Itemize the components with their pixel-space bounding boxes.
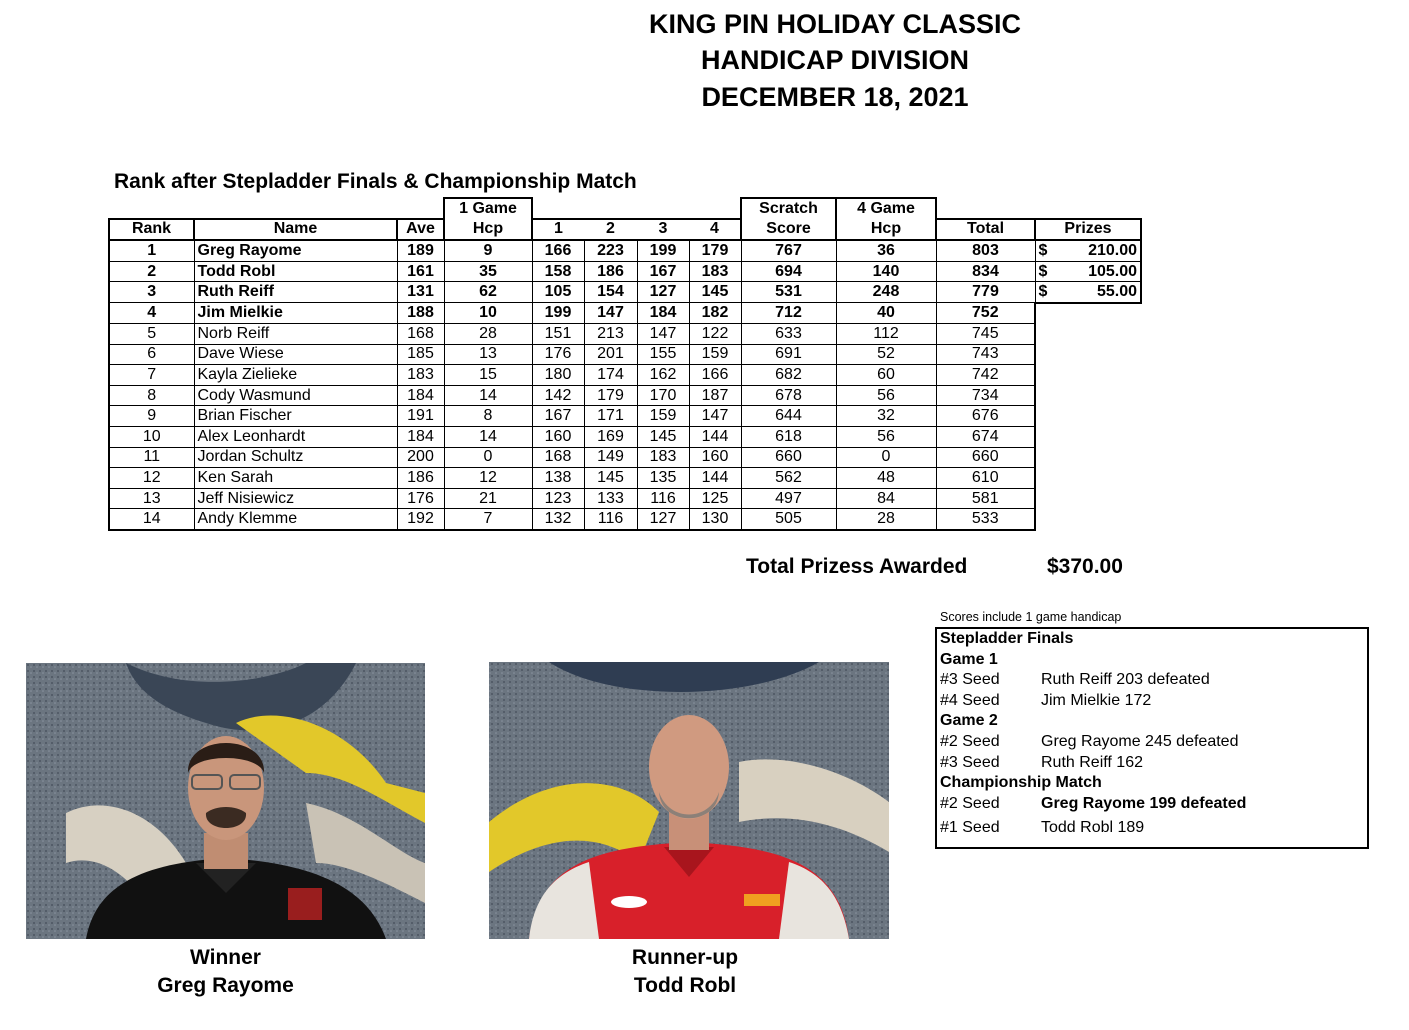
cell-rank: 4 xyxy=(109,303,194,324)
table-row xyxy=(109,344,1141,365)
cell-scratch: 678 xyxy=(741,385,836,406)
four-game-group-header: 4 Game xyxy=(836,198,936,219)
table-row xyxy=(109,427,1141,448)
table-row xyxy=(109,385,1141,406)
cell-g2: 145 xyxy=(584,468,637,489)
seed-label: #1 Seed xyxy=(940,819,1000,837)
cell-rank: 8 xyxy=(109,385,194,406)
cell-name: Ken Sarah xyxy=(194,468,397,489)
stepladder-title: Stepladder Finals xyxy=(940,630,1074,647)
cell-g4: 179 xyxy=(689,240,741,261)
cell-name: Jordan Schultz xyxy=(194,447,397,468)
cell-scratch: 691 xyxy=(741,344,836,365)
cell-hcp: 8 xyxy=(444,406,532,427)
cell-g3: 127 xyxy=(637,282,689,303)
prize-currency: $ xyxy=(1038,283,1048,301)
cell-g2: 186 xyxy=(584,261,637,282)
cell-g1: 180 xyxy=(532,365,584,386)
score-header: Score xyxy=(741,219,836,241)
cell-hcp: 35 xyxy=(444,261,532,282)
match-result: Todd Robl 189 xyxy=(1041,819,1145,837)
cell-g4: 159 xyxy=(689,344,741,365)
cell-g3: 155 xyxy=(637,344,689,365)
cell-hcp4: 48 xyxy=(836,468,936,489)
cell-g4: 183 xyxy=(689,261,741,282)
cell-ave: 183 xyxy=(397,365,444,386)
total-prizes-value: $370.00 xyxy=(1047,555,1123,578)
cell-ave: 168 xyxy=(397,324,444,345)
hcp-header: Hcp xyxy=(444,219,532,241)
cell-scratch: 712 xyxy=(741,303,836,324)
cell-scratch: 618 xyxy=(741,427,836,448)
cell-rank: 14 xyxy=(109,509,194,530)
cell-hcp: 62 xyxy=(444,282,532,303)
table-row xyxy=(109,240,1141,261)
winner-caption xyxy=(26,944,425,1000)
cell-ave: 131 xyxy=(397,282,444,303)
cell-total: 734 xyxy=(936,385,1035,406)
cell-scratch: 644 xyxy=(741,406,836,427)
group-header-row xyxy=(109,198,1141,219)
cell-g4: 166 xyxy=(689,365,741,386)
winner-name: Greg Rayome xyxy=(157,974,294,997)
cell-g2: 133 xyxy=(584,488,637,509)
cell-scratch: 694 xyxy=(741,261,836,282)
table-row xyxy=(109,509,1141,530)
seed-label: #2 Seed xyxy=(940,732,1000,750)
cell-rank: 3 xyxy=(109,282,194,303)
runner-up-role: Runner-up xyxy=(631,946,739,969)
stepladder-box xyxy=(935,627,1369,849)
cell-scratch: 633 xyxy=(741,324,836,345)
cell-scratch: 497 xyxy=(741,488,836,509)
cell-g3: 184 xyxy=(637,303,689,324)
cell-empty xyxy=(1035,406,1141,427)
cell-ave: 188 xyxy=(397,303,444,324)
cell-g2: 154 xyxy=(584,282,637,303)
cell-g1: 151 xyxy=(532,324,584,345)
cell-total: 752 xyxy=(936,303,1035,324)
scratch-group-header: Scratch xyxy=(741,198,836,219)
cell-g2: 223 xyxy=(584,240,637,261)
cell-g1: 199 xyxy=(532,303,584,324)
cell-rank: 9 xyxy=(109,406,194,427)
ave-header: Ave xyxy=(397,219,444,241)
cell-g2: 147 xyxy=(584,303,637,324)
table-row xyxy=(109,406,1141,427)
cell-g4: 144 xyxy=(689,468,741,489)
cell-ave: 161 xyxy=(397,261,444,282)
cell-name: Brian Fischer xyxy=(194,406,397,427)
cell-name: Andy Klemme xyxy=(194,509,397,530)
cell-ave: 185 xyxy=(397,344,444,365)
cell-name: Alex Leonhardt xyxy=(194,427,397,448)
match-result: Jim Mielkie 172 xyxy=(1041,691,1152,709)
cell-ave: 184 xyxy=(397,385,444,406)
cell-rank: 11 xyxy=(109,447,194,468)
cell-scratch: 505 xyxy=(741,509,836,530)
cell-g1: 138 xyxy=(532,468,584,489)
cell-g3: 135 xyxy=(637,468,689,489)
cell-g3: 162 xyxy=(637,365,689,386)
cell-empty xyxy=(1035,468,1141,489)
total-header: Total xyxy=(936,219,1035,241)
cell-prize xyxy=(1035,261,1141,282)
cell-name: Greg Rayome xyxy=(194,240,397,261)
cell-ave: 184 xyxy=(397,427,444,448)
table-row xyxy=(109,303,1141,324)
cell-total: 803 xyxy=(936,240,1035,261)
cell-name: Kayla Zielieke xyxy=(194,365,397,386)
cell-hcp: 13 xyxy=(444,344,532,365)
championship-heading: Championship Match xyxy=(940,774,1102,792)
cell-rank: 5 xyxy=(109,324,194,345)
cell-g3: 127 xyxy=(637,509,689,530)
prize-currency: $ xyxy=(1038,262,1048,280)
cell-total: 743 xyxy=(936,344,1035,365)
cell-rank: 6 xyxy=(109,344,194,365)
cell-hcp: 9 xyxy=(444,240,532,261)
cell-hcp4: 56 xyxy=(836,385,936,406)
game2-heading: Game 2 xyxy=(940,712,998,730)
cell-total: 742 xyxy=(936,365,1035,386)
cell-hcp4: 84 xyxy=(836,488,936,509)
name-header: Name xyxy=(194,219,397,241)
game-hcp-group-header: 1 Game xyxy=(444,198,532,219)
table-row xyxy=(109,324,1141,345)
match-result: Greg Rayome 199 defeated xyxy=(1041,794,1247,812)
table-row xyxy=(109,468,1141,489)
cell-prize xyxy=(1035,282,1141,303)
cell-scratch: 682 xyxy=(741,365,836,386)
cell-hcp4: 60 xyxy=(836,365,936,386)
cell-total: 745 xyxy=(936,324,1035,345)
cell-scratch: 660 xyxy=(741,447,836,468)
game3-header: 3 xyxy=(637,219,689,241)
cell-hcp4: 0 xyxy=(836,447,936,468)
table-row xyxy=(109,488,1141,509)
cell-prize xyxy=(1035,240,1141,261)
cell-g4: 187 xyxy=(689,385,741,406)
cell-g4: 145 xyxy=(689,282,741,303)
prize-amount: 210.00 xyxy=(1088,241,1137,259)
cell-ave: 192 xyxy=(397,509,444,530)
cell-g3: 116 xyxy=(637,488,689,509)
table-row xyxy=(109,365,1141,386)
cell-rank: 1 xyxy=(109,240,194,261)
cell-hcp: 14 xyxy=(444,427,532,448)
column-header-row xyxy=(109,219,1141,241)
cell-g4: 122 xyxy=(689,324,741,345)
cell-empty xyxy=(1035,344,1141,365)
cell-ave: 200 xyxy=(397,447,444,468)
cell-rank: 7 xyxy=(109,365,194,386)
results-body xyxy=(109,240,1141,530)
cell-scratch: 531 xyxy=(741,282,836,303)
cell-empty xyxy=(1035,324,1141,345)
title-line-1: KING PIN HOLIDAY CLASSIC xyxy=(648,9,1022,39)
cell-scratch: 562 xyxy=(741,468,836,489)
game2-header: 2 xyxy=(584,219,637,241)
cell-empty xyxy=(1035,385,1141,406)
cell-g2: 171 xyxy=(584,406,637,427)
seed-label: #3 Seed xyxy=(940,671,1000,689)
cell-hcp: 21 xyxy=(444,488,532,509)
results-table xyxy=(108,197,1142,531)
cell-g2: 201 xyxy=(584,344,637,365)
cell-g2: 169 xyxy=(584,427,637,448)
cell-name: Dave Wiese xyxy=(194,344,397,365)
cell-hcp4: 112 xyxy=(836,324,936,345)
hcp4-header: Hcp xyxy=(836,219,936,241)
cell-empty xyxy=(1035,303,1141,324)
cell-hcp4: 32 xyxy=(836,406,936,427)
cell-hcp: 7 xyxy=(444,509,532,530)
seed-label: #4 Seed xyxy=(940,691,1000,709)
cell-rank: 13 xyxy=(109,488,194,509)
handicap-note: Scores include 1 game handicap xyxy=(940,610,1122,624)
cell-g4: 125 xyxy=(689,488,741,509)
cell-name: Ruth Reiff xyxy=(194,282,397,303)
cell-g1: 166 xyxy=(532,240,584,261)
cell-hcp4: 140 xyxy=(836,261,936,282)
cell-total: 610 xyxy=(936,468,1035,489)
cell-hcp: 28 xyxy=(444,324,532,345)
cell-g4: 144 xyxy=(689,427,741,448)
cell-empty xyxy=(1035,427,1141,448)
cell-rank: 10 xyxy=(109,427,194,448)
cell-g1: 176 xyxy=(532,344,584,365)
cell-hcp: 0 xyxy=(444,447,532,468)
cell-hcp4: 28 xyxy=(836,509,936,530)
cell-g4: 160 xyxy=(689,447,741,468)
cell-ave: 189 xyxy=(397,240,444,261)
runner-up-caption xyxy=(489,944,881,1000)
cell-total: 581 xyxy=(936,488,1035,509)
cell-empty xyxy=(1035,488,1141,509)
cell-hcp4: 52 xyxy=(836,344,936,365)
table-row xyxy=(109,261,1141,282)
cell-g3: 145 xyxy=(637,427,689,448)
cell-rank: 2 xyxy=(109,261,194,282)
game1-heading: Game 1 xyxy=(940,650,998,668)
cell-g1: 132 xyxy=(532,509,584,530)
cell-g1: 160 xyxy=(532,427,584,448)
cell-hcp: 10 xyxy=(444,303,532,324)
cell-g4: 182 xyxy=(689,303,741,324)
cell-total: 779 xyxy=(936,282,1035,303)
cell-g4: 147 xyxy=(689,406,741,427)
cell-g3: 199 xyxy=(637,240,689,261)
cell-g1: 142 xyxy=(532,385,584,406)
cell-g2: 149 xyxy=(584,447,637,468)
cell-name: Todd Robl xyxy=(194,261,397,282)
cell-ave: 176 xyxy=(397,488,444,509)
title-line-2: HANDICAP DIVISION xyxy=(700,45,970,75)
cell-g3: 183 xyxy=(637,447,689,468)
table-row xyxy=(109,282,1141,303)
cell-total: 660 xyxy=(936,447,1035,468)
runner-up-name: Todd Robl xyxy=(633,974,737,997)
cell-hcp: 14 xyxy=(444,385,532,406)
cell-ave: 186 xyxy=(397,468,444,489)
cell-g3: 167 xyxy=(637,261,689,282)
cell-g3: 170 xyxy=(637,385,689,406)
seed-label: #3 Seed xyxy=(940,753,1000,771)
cell-rank: 12 xyxy=(109,468,194,489)
cell-total: 674 xyxy=(936,427,1035,448)
cell-total: 834 xyxy=(936,261,1035,282)
cell-empty xyxy=(1035,447,1141,468)
cell-scratch: 767 xyxy=(741,240,836,261)
prize-amount: 55.00 xyxy=(1096,283,1137,301)
cell-g2: 213 xyxy=(584,324,637,345)
cell-hcp: 12 xyxy=(444,468,532,489)
cell-g2: 116 xyxy=(584,509,637,530)
cell-hcp: 15 xyxy=(444,365,532,386)
prize-currency: $ xyxy=(1038,241,1048,259)
cell-empty xyxy=(1035,365,1141,386)
cell-hcp4: 36 xyxy=(836,240,936,261)
cell-g1: 168 xyxy=(532,447,584,468)
prizes-header: Prizes xyxy=(1035,219,1141,241)
cell-g3: 159 xyxy=(637,406,689,427)
total-prizes-label: Total Prizess Awarded xyxy=(746,555,968,578)
cell-hcp4: 56 xyxy=(836,427,936,448)
match-result: Ruth Reiff 162 xyxy=(1041,753,1143,771)
cell-g1: 105 xyxy=(532,282,584,303)
winner-photo xyxy=(26,663,425,939)
cell-name: Cody Wasmund xyxy=(194,385,397,406)
table-row xyxy=(109,447,1141,468)
cell-ave: 191 xyxy=(397,406,444,427)
match-result: Ruth Reiff 203 defeated xyxy=(1041,671,1210,689)
cell-g1: 167 xyxy=(532,406,584,427)
table-subtitle: Rank after Stepladder Finals & Championship Match xyxy=(114,170,637,193)
title-line-3: DECEMBER 18, 2021 xyxy=(701,82,969,112)
cell-name: Norb Reiff xyxy=(194,324,397,345)
runner-up-photo xyxy=(489,662,889,939)
cell-g1: 158 xyxy=(532,261,584,282)
cell-total: 533 xyxy=(936,509,1035,530)
cell-name: Jeff Nisiewicz xyxy=(194,488,397,509)
rank-header: Rank xyxy=(109,219,194,241)
cell-g3: 147 xyxy=(637,324,689,345)
cell-name: Jim Mielkie xyxy=(194,303,397,324)
cell-g2: 174 xyxy=(584,365,637,386)
prize-amount: 105.00 xyxy=(1088,262,1137,280)
cell-total: 676 xyxy=(936,406,1035,427)
game4-header: 4 xyxy=(689,219,741,241)
cell-empty xyxy=(1035,509,1141,530)
cell-hcp4: 248 xyxy=(836,282,936,303)
winner-role: Winner xyxy=(190,946,261,969)
cell-g2: 179 xyxy=(584,385,637,406)
seed-label: #2 Seed xyxy=(940,794,1000,812)
cell-g4: 130 xyxy=(689,509,741,530)
cell-hcp4: 40 xyxy=(836,303,936,324)
match-result: Greg Rayome 245 defeated xyxy=(1041,732,1239,750)
cell-g1: 123 xyxy=(532,488,584,509)
game1-header: 1 xyxy=(532,219,584,241)
